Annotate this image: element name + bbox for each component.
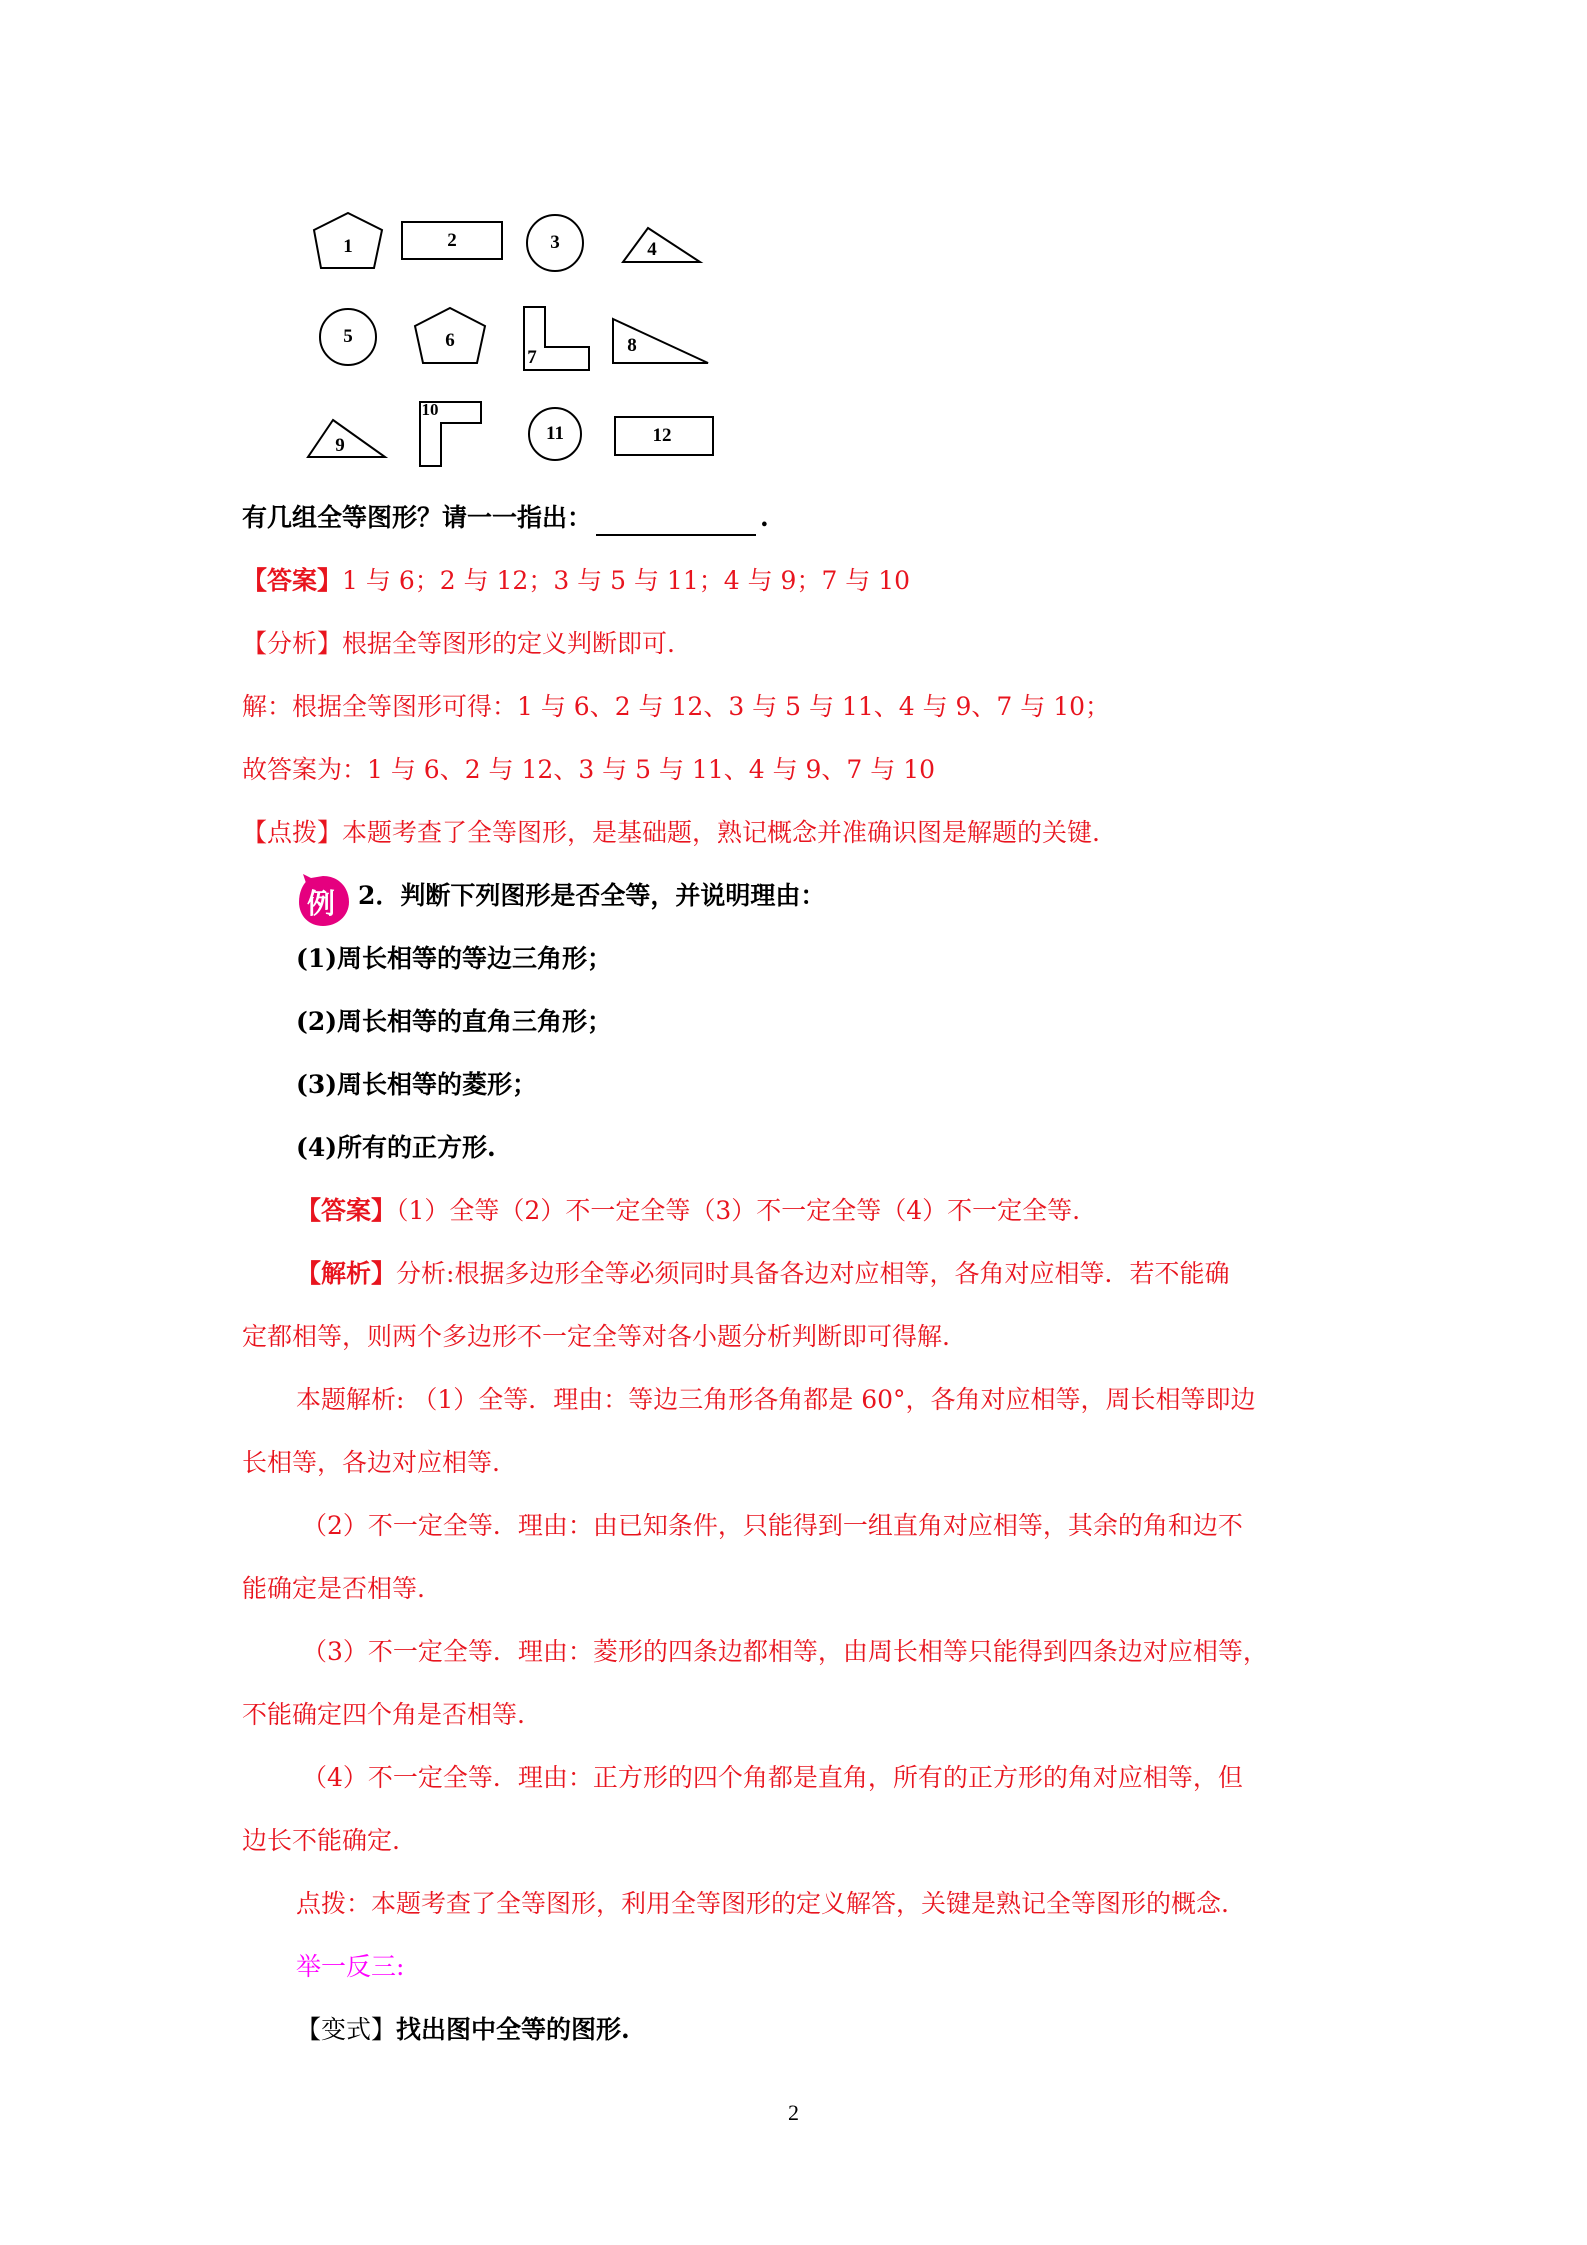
- shape-label-10: 10: [421, 400, 439, 419]
- analysis-2-tag: 【解析】: [296, 1259, 397, 1288]
- detail-p3-line-1: （3）不一定全等．理由：菱形的四条边都相等，由周长相等只能得到四条边对应相等，: [302, 1637, 1268, 1666]
- detail-p4-line-2: 边长不能确定.: [242, 1826, 400, 1855]
- shape-9-triangle: [308, 420, 385, 457]
- example-2-item-1: (1)周长相等的等边三角形；: [296, 944, 613, 973]
- question-end: .: [760, 503, 769, 532]
- detail-p2-line-2: 能确定是否相等.: [242, 1574, 425, 1603]
- analysis-1-tag: 【分析】: [242, 629, 343, 658]
- solution-1-line-1: 解：根据全等图形可得：1 与 6、2 与 12、3 与 5 与 11、4 与 9、7 与 10；: [242, 692, 1111, 721]
- tip-1: [242, 815, 1100, 851]
- analysis-1-text: 根据全等图形的定义判断即可.: [342, 629, 675, 658]
- shape-label-2: 2: [447, 230, 457, 251]
- answer-2-tag: 【答案】: [296, 1196, 397, 1225]
- example-badge: [295, 872, 351, 928]
- practice-heading: 举一反三:: [296, 1952, 405, 1981]
- answer-blank: [596, 508, 756, 536]
- shape-label-1: 1: [343, 236, 353, 257]
- example-2-title: 2．判断下列图形是否全等，并说明理由：: [358, 881, 826, 910]
- tip-1-text: 本题考查了全等图形，是基础题，熟记概念并准确识图是解题的关键.: [342, 818, 1100, 847]
- tip-2: 点拨：本题考查了全等图形，利用全等图形的定义解答，关键是熟记全等图形的概念.: [296, 1889, 1229, 1918]
- detail-p1-line-1: 本题解析: （1）全等．理由：等边三角形各角都是 60°，各角对应相等，周长相等即边: [296, 1385, 1256, 1414]
- example-2-item-4: (4)所有的正方形.: [296, 1133, 496, 1162]
- answer-2: [296, 1193, 1080, 1229]
- shape-label-11: 11: [546, 423, 564, 444]
- detail-p2-line-1: （2）不一定全等．理由：由已知条件，只能得到一组直角对应相等，其余的角和边不: [302, 1511, 1243, 1540]
- shape-label-7: 7: [527, 347, 537, 368]
- solution-1-line-2: 故答案为：1 与 6、2 与 12、3 与 5 与 11、4 与 9、7 与 10: [242, 755, 936, 784]
- analysis-2-line-1: [296, 1256, 1229, 1292]
- shape-4-triangle: [623, 228, 700, 262]
- analysis-1: [242, 626, 675, 662]
- shapes-drawing: [290, 195, 750, 485]
- shape-label-3: 3: [550, 232, 560, 253]
- shape-label-6: 6: [445, 330, 455, 351]
- example-badge-text: 例: [307, 887, 336, 920]
- practice-text: 找出图中全等的图形.: [396, 2015, 630, 2044]
- shape-label-8: 8: [627, 335, 637, 356]
- question-text: 有几组全等图形？请一一指出：: [242, 503, 593, 532]
- answer-2-text: （1）全等（2）不一定全等（3）不一定全等（4）不一定全等.: [396, 1196, 1081, 1225]
- detail-p4-line-1: （4）不一定全等．理由：正方形的四个角都是直角，所有的正方形的角对应相等，但: [302, 1763, 1243, 1792]
- tip-1-tag: 【点拨】: [242, 818, 343, 847]
- analysis-2-text-1: 分析:根据多边形全等必须同时具备各边对应相等，各角对应相等．若不能确: [396, 1259, 1230, 1288]
- question-line: [242, 500, 769, 536]
- page-number: 2: [788, 2100, 799, 2125]
- practice-line: [296, 2012, 630, 2048]
- analysis-2-line-2: 定都相等，则两个多边形不一定全等对各小题分析判断即可得解.: [242, 1322, 950, 1351]
- answer-1-text: 1 与 6；2 与 12；3 与 5 与 11；4 与 9；7 与 10: [342, 566, 911, 595]
- shape-label-4: 4: [647, 239, 657, 260]
- answer-1-tag: 【答案】: [242, 566, 343, 595]
- answer-1: [242, 563, 910, 599]
- shape-label-9: 9: [335, 435, 345, 456]
- detail-p3-line-2: 不能确定四个角是否相等.: [242, 1700, 525, 1729]
- example-2-item-3: (3)周长相等的菱形；: [296, 1070, 538, 1099]
- practice-tag: 【变式】: [296, 2015, 397, 2044]
- shapes-figure: [290, 195, 750, 485]
- example-2-item-2: (2)周长相等的直角三角形；: [296, 1007, 613, 1036]
- shape-label-12: 12: [652, 425, 672, 446]
- shape-label-5: 5: [343, 326, 353, 347]
- detail-p1-line-2: 长相等，各边对应相等.: [242, 1448, 500, 1477]
